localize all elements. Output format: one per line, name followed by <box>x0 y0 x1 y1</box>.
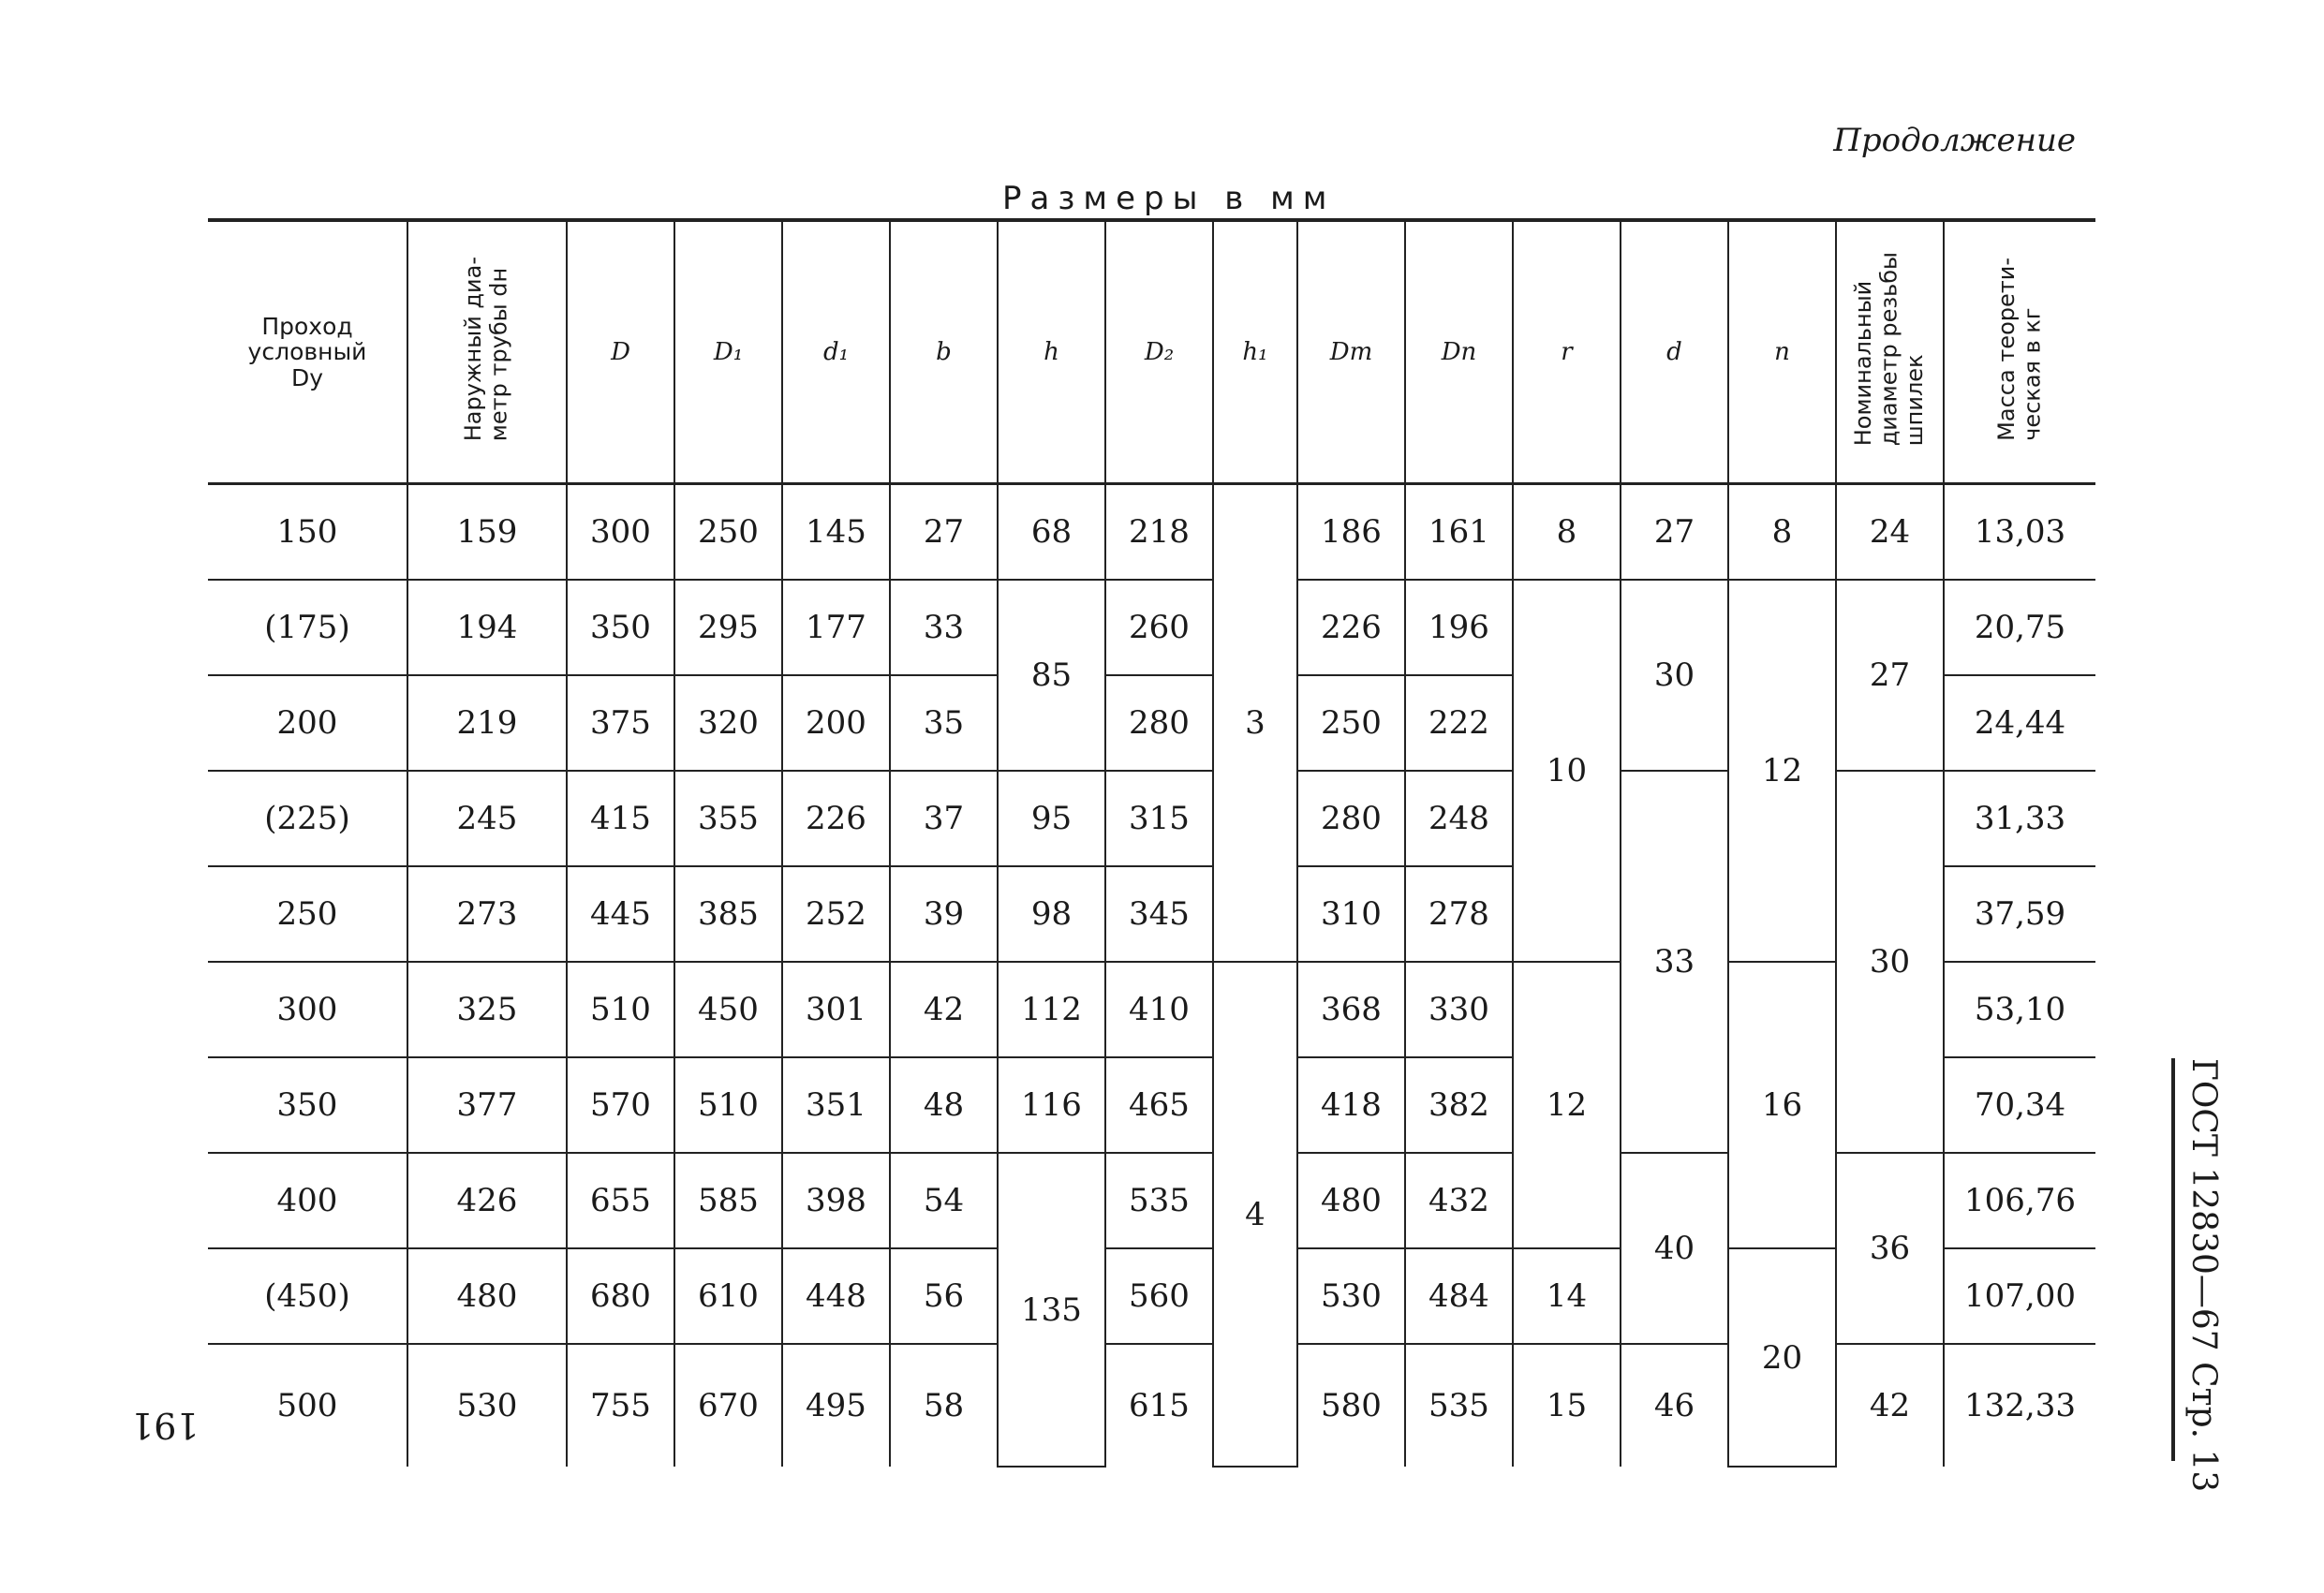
cell-Dn: 161 <box>1405 484 1513 581</box>
cell-D: 375 <box>567 675 674 771</box>
cell-D: 350 <box>567 580 674 675</box>
cell-D: 300 <box>567 484 674 581</box>
cell-dy: 150 <box>208 484 407 581</box>
cell-h: 112 <box>998 962 1105 1057</box>
cell-D2: 465 <box>1105 1057 1213 1153</box>
cell-b: 42 <box>890 962 998 1057</box>
dimensions-table <box>208 218 2095 1468</box>
cell-Dm: 368 <box>1297 962 1405 1057</box>
cell-dn: 273 <box>407 866 567 962</box>
cell-thread: 27 <box>1836 580 1944 771</box>
cell-Dm: 418 <box>1297 1057 1405 1153</box>
cell-Dn: 535 <box>1405 1344 1513 1467</box>
col-header-dy: Проход условный Dу <box>247 312 367 391</box>
cell-Dm: 226 <box>1297 580 1405 675</box>
page-number: 191 <box>131 1405 200 1446</box>
units-caption: Размеры в мм <box>1002 180 1336 217</box>
cell-d1: 177 <box>782 580 890 675</box>
standard-title <box>2171 1058 2241 1493</box>
cell-D: 755 <box>567 1344 674 1467</box>
cell-dy: 200 <box>208 675 407 771</box>
table-row <box>208 1248 2095 1344</box>
cell-Dm: 250 <box>1297 675 1405 771</box>
cell-dn: 377 <box>407 1057 567 1153</box>
cell-D1: 295 <box>674 580 782 675</box>
cell-dy: (225) <box>208 771 407 866</box>
cell-D2: 218 <box>1105 484 1213 581</box>
cell-D: 655 <box>567 1153 674 1248</box>
col-header-r: r <box>1513 220 1621 484</box>
cell-d1: 252 <box>782 866 890 962</box>
cell-Dm: 186 <box>1297 484 1405 581</box>
col-header-b: b <box>890 220 998 484</box>
cell-mass: 132,33 <box>1944 1344 2095 1467</box>
cell-b: 37 <box>890 771 998 866</box>
cell-h: 85 <box>998 580 1105 771</box>
cell-Dn: 330 <box>1405 962 1513 1057</box>
cell-dn: 219 <box>407 675 567 771</box>
cell-r: 12 <box>1513 962 1621 1248</box>
cell-dy: 500 <box>276 1387 338 1424</box>
cell-D1: 320 <box>674 675 782 771</box>
cell-n: 12 <box>1728 580 1836 962</box>
cell-h: 116 <box>998 1057 1105 1153</box>
cell-D1: 670 <box>674 1344 782 1467</box>
cell-b: 35 <box>890 675 998 771</box>
cell-D2: 280 <box>1105 675 1213 771</box>
cell-mass: 20,75 <box>1944 580 2095 675</box>
cell-Dn: 196 <box>1405 580 1513 675</box>
cell-b: 27 <box>890 484 998 581</box>
cell-dy: 300 <box>208 962 407 1057</box>
cell-dy: 250 <box>208 866 407 962</box>
cell-Dn: 222 <box>1405 675 1513 771</box>
cell-dy: (450) <box>208 1248 407 1344</box>
col-header-h1: h₁ <box>1213 220 1297 484</box>
cell-Dm: 280 <box>1297 771 1405 866</box>
cell-D: 445 <box>567 866 674 962</box>
cell-dn: 530 <box>407 1344 567 1467</box>
cell-D1: 250 <box>674 484 782 581</box>
cell-D2: 315 <box>1105 771 1213 866</box>
cell-Dn: 248 <box>1405 771 1513 866</box>
cell-Dn: 382 <box>1405 1057 1513 1153</box>
cell-Dn: 484 <box>1405 1248 1513 1344</box>
cell-h: 95 <box>998 771 1105 866</box>
cell-h: 68 <box>998 484 1105 581</box>
cell-D1: 610 <box>674 1248 782 1344</box>
cell-D: 680 <box>567 1248 674 1344</box>
cell-d1: 200 <box>782 675 890 771</box>
col-header-d: d <box>1621 220 1728 484</box>
col-header-D: D <box>567 220 674 484</box>
cell-r: 10 <box>1513 580 1621 962</box>
cell-h: 98 <box>998 866 1105 962</box>
cell-d1: 226 <box>782 771 890 866</box>
table-row <box>208 484 2095 581</box>
cell-b: 56 <box>890 1248 998 1344</box>
cell-Dn: 278 <box>1405 866 1513 962</box>
cell-dn: 159 <box>407 484 567 581</box>
header-row <box>208 220 2095 484</box>
cell-mass: 37,59 <box>1944 866 2095 962</box>
cell-dn: 245 <box>407 771 567 866</box>
cell-mass: 70,34 <box>1944 1057 2095 1153</box>
cell-b: 39 <box>890 866 998 962</box>
cell-D2: 535 <box>1105 1153 1213 1248</box>
col-header-Dn: Dn <box>1405 220 1513 484</box>
cell-dy: 350 <box>208 1057 407 1153</box>
col-header-n: n <box>1728 220 1836 484</box>
cell-d: 30 <box>1621 580 1728 771</box>
cell-d1: 301 <box>782 962 890 1057</box>
col-header-thread: Номинальный диаметр резьбы шпилек <box>1836 220 1944 484</box>
cell-h1: 3 <box>1213 484 1297 963</box>
cell-D1: 510 <box>674 1057 782 1153</box>
cell-d1: 398 <box>782 1153 890 1248</box>
cell-dy: (175) <box>208 580 407 675</box>
cell-mass: 107,00 <box>1944 1248 2095 1344</box>
cell-dn: 325 <box>407 962 567 1057</box>
cell-dn: 194 <box>407 580 567 675</box>
cell-Dm: 310 <box>1297 866 1405 962</box>
cell-D2: 345 <box>1105 866 1213 962</box>
standard-title-text: ГОСТ 12830—67 Стр. 13 <box>2184 1058 2223 1493</box>
cell-r: 8 <box>1513 484 1621 581</box>
col-header-dn: Наружный диа- метр трубы dн <box>407 220 567 484</box>
cell-Dn: 432 <box>1405 1153 1513 1248</box>
cell-mass: 13,03 <box>1944 484 2095 581</box>
cell-d1: 145 <box>782 484 890 581</box>
cell-Dm: 530 <box>1297 1248 1405 1344</box>
cell-D1: 355 <box>674 771 782 866</box>
table-row <box>208 962 2095 1057</box>
cell-Dm: 580 <box>1297 1344 1405 1467</box>
continuation-label: Продолжение <box>1833 122 2076 159</box>
cell-mass: 53,10 <box>1944 962 2095 1057</box>
cell-mass: 31,33 <box>1944 771 2095 866</box>
cell-D: 570 <box>567 1057 674 1153</box>
cell-D: 415 <box>567 771 674 866</box>
cell-thread: 30 <box>1836 771 1944 1153</box>
cell-D: 510 <box>567 962 674 1057</box>
cell-mass: 24,44 <box>1944 675 2095 771</box>
cell-d: 40 <box>1621 1153 1728 1344</box>
cell-dn: 426 <box>407 1153 567 1248</box>
col-header-h: h <box>998 220 1105 484</box>
cell-D1: 450 <box>674 962 782 1057</box>
cell-n: 8 <box>1728 484 1836 581</box>
cell-d1: 448 <box>782 1248 890 1344</box>
col-header-mass: Масса теорети- ческая в кг <box>1944 220 2095 484</box>
cell-b: 58 <box>890 1344 998 1467</box>
cell-b: 48 <box>890 1057 998 1153</box>
cell-thread: 24 <box>1836 484 1944 581</box>
cell-r: 14 <box>1513 1248 1621 1344</box>
cell-d1: 495 <box>782 1344 890 1467</box>
cell-b: 54 <box>890 1153 998 1248</box>
cell-D2: 260 <box>1105 580 1213 675</box>
cell-D2: 410 <box>1105 962 1213 1057</box>
cell-D2: 560 <box>1105 1248 1213 1344</box>
cell-b: 33 <box>890 580 998 675</box>
cell-n: 20 <box>1728 1248 1836 1467</box>
cell-thread: 42 <box>1836 1344 1944 1467</box>
col-header-D1: D₁ <box>674 220 782 484</box>
cell-Dm: 480 <box>1297 1153 1405 1248</box>
col-header-Dm: Dm <box>1297 220 1405 484</box>
cell-thread: 36 <box>1836 1153 1944 1344</box>
cell-D1: 385 <box>674 866 782 962</box>
cell-dn: 480 <box>407 1248 567 1344</box>
cell-d: 46 <box>1621 1344 1728 1467</box>
cell-dy: 400 <box>208 1153 407 1248</box>
cell-r: 15 <box>1513 1344 1621 1467</box>
cell-d: 33 <box>1621 771 1728 1153</box>
col-header-D2: D₂ <box>1105 220 1213 484</box>
cell-d: 27 <box>1621 484 1728 581</box>
cell-D1: 585 <box>674 1153 782 1248</box>
cell-h: 135 <box>998 1153 1105 1467</box>
col-header-d1: d₁ <box>782 220 890 484</box>
cell-mass: 106,76 <box>1944 1153 2095 1248</box>
cell-h1: 4 <box>1213 962 1297 1467</box>
cell-D2: 615 <box>1105 1344 1213 1467</box>
cell-d1: 351 <box>782 1057 890 1153</box>
table-row <box>208 580 2095 675</box>
cell-n: 16 <box>1728 962 1836 1248</box>
